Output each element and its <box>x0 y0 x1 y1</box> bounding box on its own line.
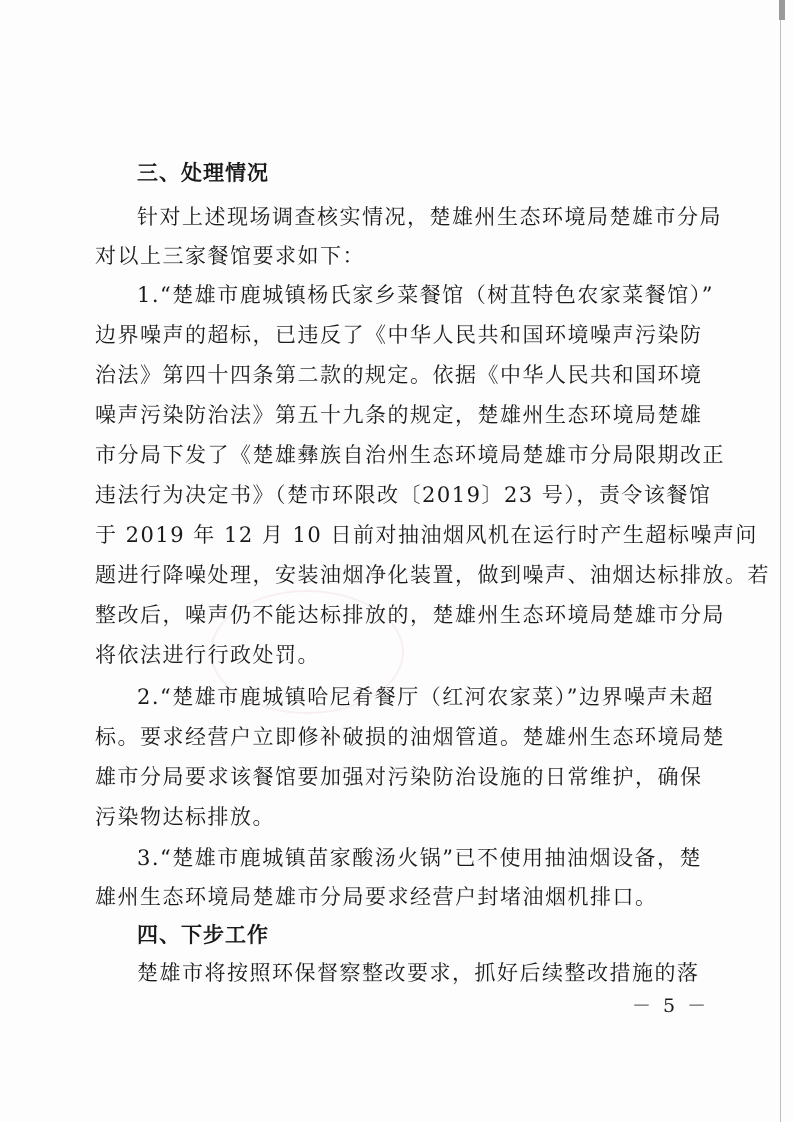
item-1-line: 1.“楚雄市鹿城镇杨氏家乡菜餐馆（树苴特色农家菜餐馆）” <box>137 283 715 307</box>
paragraph-line: 楚雄市将按照环保督察整改要求，抓好后续整改措施的落 <box>137 961 700 985</box>
scan-edge-line <box>780 0 781 1122</box>
page-number: － 5 － <box>632 995 710 1017</box>
item-1-line: 于 2019 年 12 月 10 日前对抽油烟风机在运行时产生超标噪声问 <box>95 523 758 547</box>
item-1-line: 市分局下发了《楚雄彝族自治州生态环境局楚雄市分局限期改正 <box>95 443 725 467</box>
item-2-line: 2.“楚雄市鹿城镇哈尼肴餐厅（红河农家菜）”边界噪声未超 <box>137 685 715 709</box>
item-1-line: 整改后，噪声仍不能达标排放的，楚雄州生态环境局楚雄市分局 <box>95 603 725 627</box>
item-1-line: 边界噪声的超标，已违反了《中华人民共和国环境噪声污染防 <box>95 323 703 347</box>
section-heading-3: 三、处理情况 <box>137 161 269 185</box>
item-2-line: 雄市分局要求该餐馆要加强对污染防治设施的日常维护，确保 <box>95 765 703 789</box>
item-1-line: 违法行为决定书》（楚市环限改〔2019〕23 号），责令该餐馆 <box>95 483 712 507</box>
paragraph-line: 对以上三家餐馆要求如下： <box>95 244 365 268</box>
item-1-line: 噪声污染防治法》第五十九条的规定，楚雄州生态环境局楚雄 <box>95 403 703 427</box>
paragraph-line: 针对上述现场调查核实情况，楚雄州生态环境局楚雄市分局 <box>137 205 722 229</box>
item-1-line: 治法》第四十四条第二款的规定。依据《中华人民共和国环境 <box>95 363 703 387</box>
item-2-line: 标。要求经营户立即修补破损的油烟管道。楚雄州生态环境局楚 <box>95 725 725 749</box>
item-2-line: 污染物达标排放。 <box>95 805 275 829</box>
section-heading-4: 四、下步工作 <box>137 923 269 947</box>
item-3-line: 雄州生态环境局楚雄市分局要求经营户封堵油烟机排口。 <box>95 885 658 909</box>
item-3-line: 3.“楚雄市鹿城镇苗家酸汤火锅”已不使用抽油烟设备，楚 <box>137 846 703 870</box>
item-1-line: 将依法进行行政处罚。 <box>95 643 320 667</box>
scan-edge-mark <box>779 0 785 20</box>
item-1-line: 题进行降噪处理，安装油烟净化装置，做到噪声、油烟达标排放。若 <box>95 563 770 587</box>
